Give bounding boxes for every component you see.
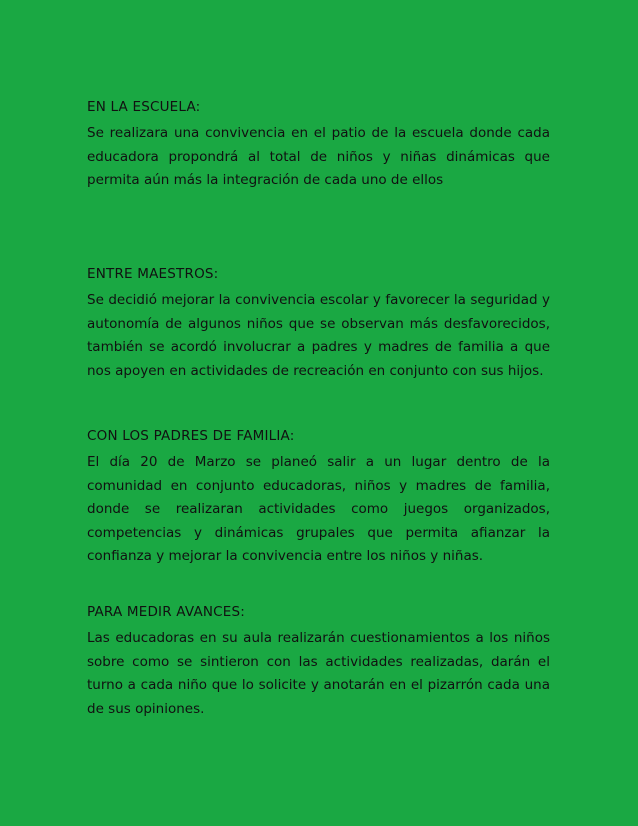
section-heading: PARA MEDIR AVANCES: <box>87 604 246 620</box>
section-para-medir-avances <box>87 603 550 721</box>
section-con-los-padres-de-familia <box>87 427 550 569</box>
section-en-la-escuela <box>87 98 550 193</box>
section-body: Se decidió mejorar la convivencia escolar y favorecer la seguridad y autonomía de algunos niños que se observan más desfavorecidos, también se acordó involucrar a padres y madres de familia a que nos apoyen en actividades de recreación en conjunto con sus hijos. <box>87 292 550 379</box>
section-body: Las educadoras en su aula realizarán cuestionamientos a los niños sobre como se sintieron con las actividades realizadas, darán el turno a cada niño que lo solicite y anotarán en el pizarrón cada una de sus opiniones. <box>87 630 550 717</box>
section-body: Se realizara una convivencia en el patio de la escuela donde cada educadora propondrá al total de niños y niñas dinámicas que permita aún más la integración de cada uno de ellos <box>87 125 550 188</box>
section-heading: CON LOS PADRES DE FAMILIA: <box>87 428 295 444</box>
section-body: El día 20 de Marzo se planeó salir a un lugar dentro de la comunidad en conjunto educadoras, niños y madres de familia, donde se realizaran actividades como juegos organizados, competencias y dinámicas grupales que permita afianzar la confianza y mejorar la convivencia entre los niños y niñas. <box>87 454 550 564</box>
section-heading: EN LA ESCUELA: <box>87 99 201 115</box>
section-heading: ENTRE MAESTROS: <box>87 266 219 282</box>
section-entre-maestros <box>87 265 550 383</box>
